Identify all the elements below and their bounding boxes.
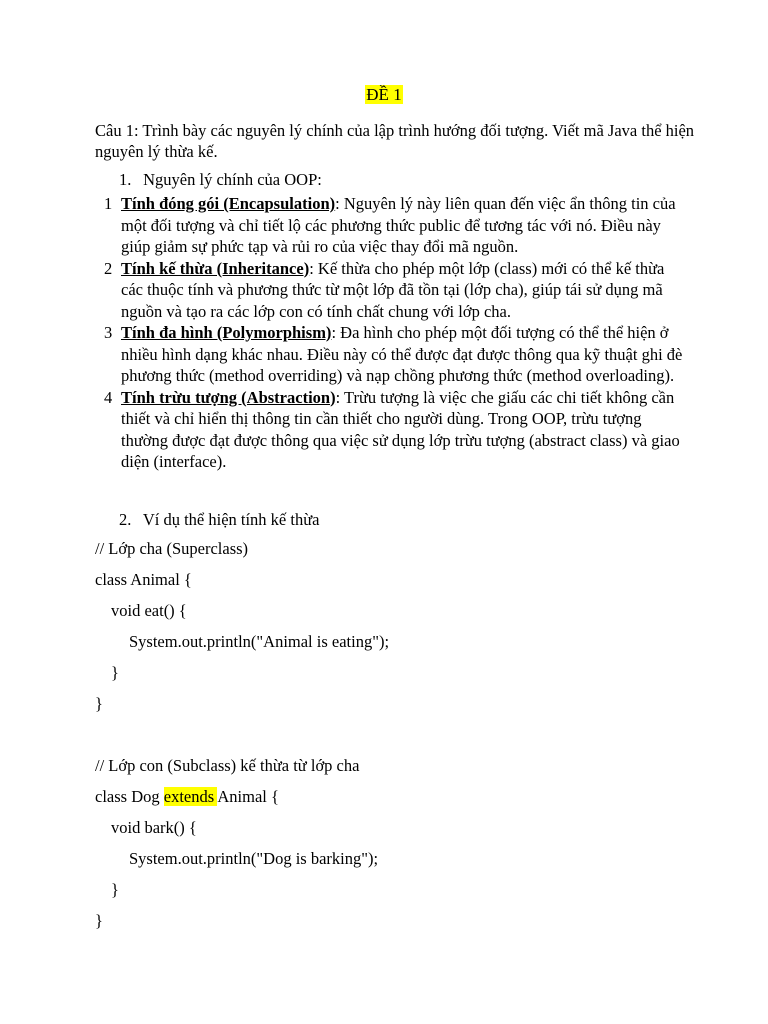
code-line: } [111, 663, 119, 682]
principle-name: Tính đa hình (Polymorphism) [121, 323, 332, 342]
exam-title-text: ĐỀ 1 [366, 85, 402, 104]
section-heading-1 [119, 170, 322, 190]
principles-list [104, 193, 684, 473]
principle-name: Tính kế thừa (Inheritance) [121, 258, 310, 278]
code-token: class Dog [95, 787, 164, 806]
section-number: 2. [119, 510, 132, 529]
code-line: System.out.println("Animal is eating"); [129, 632, 390, 651]
principle-description: : Kế thừa cho phép một lớp (class) mới có thể kế thừa các thuộc tính và phương thức từ một lớp đã tồn tại (lớp cha), giúp tái sử dụng mã nguồn và tạo ra các lớp con có tính chất chung với lớp cha. [121, 258, 665, 321]
question-text: Câu 1: Trình bày các nguyên lý chính của lập trình hướng đối tượng. Viết mã Java thể hiện nguyên lý thừa kế. [95, 121, 695, 161]
section-heading-2 [119, 510, 320, 530]
list-item [104, 258, 684, 323]
principle-description: : Nguyên lý này liên quan đến việc ẩn thông tin của một đối tượng và chỉ tiết lộ các phương thức public để tương tác với nó. Điều này giúp giảm sự phức tạp và rủi ro của việc thay đổi mã nguồn. [121, 194, 676, 256]
principle-name: Tính trừu tượng (Abstraction) [121, 387, 336, 407]
list-item-number: 4 [104, 387, 113, 407]
list-item [104, 322, 684, 387]
code-line: System.out.println("Dog is barking"); [129, 849, 379, 868]
principle-description: : Trừu tượng là việc che giấu các chi tiết không cần thiết và chỉ hiển thị thông tin cần thiết cho người dùng. Trong OOP, trừu tượng thường được đạt được thông qua việc sử dụng lớp trừu tượng (abstract class) và giao diện (interface). [121, 387, 680, 471]
principle-description: : Đa hình cho phép một đối tượng có thể thể hiện ở nhiều hình dạng khác nhau. Điều này có thể được đạt được thông qua kỹ thuật ghi đè phương thức (method overriding) và nạp chồng phương thức (method overloading). [121, 323, 683, 385]
list-item [104, 193, 684, 258]
section-title: Ví dụ thể hiện tính kế thừa [142, 510, 320, 529]
code-line: class Animal { [95, 570, 192, 589]
code-line: } [111, 880, 119, 899]
code-line: void bark() { [111, 818, 197, 837]
code-line: void eat() { [111, 601, 187, 620]
code-line: } [95, 694, 103, 713]
exam-title [0, 85, 768, 105]
code-comment: // Lớp con (Subclass) kế thừa từ lớp cha [95, 756, 360, 775]
highlighted-keyword: extends [163, 787, 218, 806]
code-comment: // Lớp cha (Superclass) [95, 539, 249, 558]
code-line: } [95, 911, 103, 930]
list-item-number: 1 [104, 194, 113, 213]
section-title: Nguyên lý chính của OOP: [143, 170, 322, 189]
principle-name: Tính đóng gói (Encapsulation) [121, 194, 336, 213]
section-number: 1. [119, 170, 132, 189]
code-token: Animal { [217, 787, 279, 806]
list-item-number: 3 [104, 323, 113, 342]
list-item [104, 387, 684, 473]
code-line [95, 786, 279, 808]
list-item-number: 2 [104, 258, 113, 278]
